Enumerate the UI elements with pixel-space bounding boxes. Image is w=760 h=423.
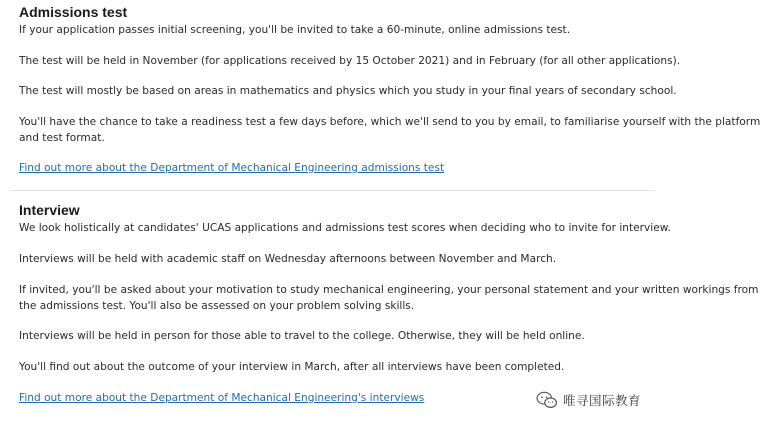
watermark-text: 唯寻国际教育 — [562, 393, 641, 408]
interview-link[interactable]: Find out more about the Department of Mechanical Engineering's interviews — [19, 392, 425, 404]
admissions-test-heading: Admissions test — [19, 4, 128, 20]
interview-paragraph-3-line-1: If invited, you'll be asked about your motivation to study mechanical engineering, your personal statement and your written workings from — [19, 284, 759, 296]
interview-paragraph-3-line-2: the admissions test. You'll also be assessed on your problem solving skills. — [19, 300, 415, 312]
watermark — [536, 391, 641, 409]
admissions-paragraph-4-line-2: and test format. — [19, 132, 105, 144]
interview-paragraph-4: Interviews will be held in person for those able to travel to the college. Otherwise, they will be held online. — [19, 330, 585, 342]
admissions-paragraph-1: If your application passes initial screening, you'll be invited to take a 60-minute, online admissions test. — [19, 24, 571, 36]
interview-paragraph-5: You'll find out about the outcome of your interview in March, after all interviews have been completed. — [19, 361, 565, 373]
interview-heading: Interview — [19, 202, 80, 218]
interview-paragraph-2: Interviews will be held with academic staff on Wednesday afternoons between November and March. — [19, 253, 557, 265]
admissions-test-section — [19, 4, 760, 174]
admissions-paragraph-3: The test will mostly be based on areas in mathematics and physics which you study in your final years of secondary school. — [19, 85, 677, 97]
admissions-test-link[interactable]: Find out more about the Department of Mechanical Engineering admissions test — [19, 162, 445, 174]
interview-paragraph-1: We look holistically at candidates' UCAS applications and admissions test scores when deciding who to invite for interview. — [19, 222, 671, 234]
wechat-icon — [536, 391, 558, 409]
admissions-paragraph-2: The test will be held in November (for applications received by 15 October 2021) and in February (for all other applications). — [19, 55, 681, 67]
section-divider — [10, 190, 655, 191]
admissions-paragraph-4-line-1: You'll have the chance to take a readiness test a few days before, which we'll send to you by email, to familiarise yourself with the platform — [19, 116, 760, 128]
